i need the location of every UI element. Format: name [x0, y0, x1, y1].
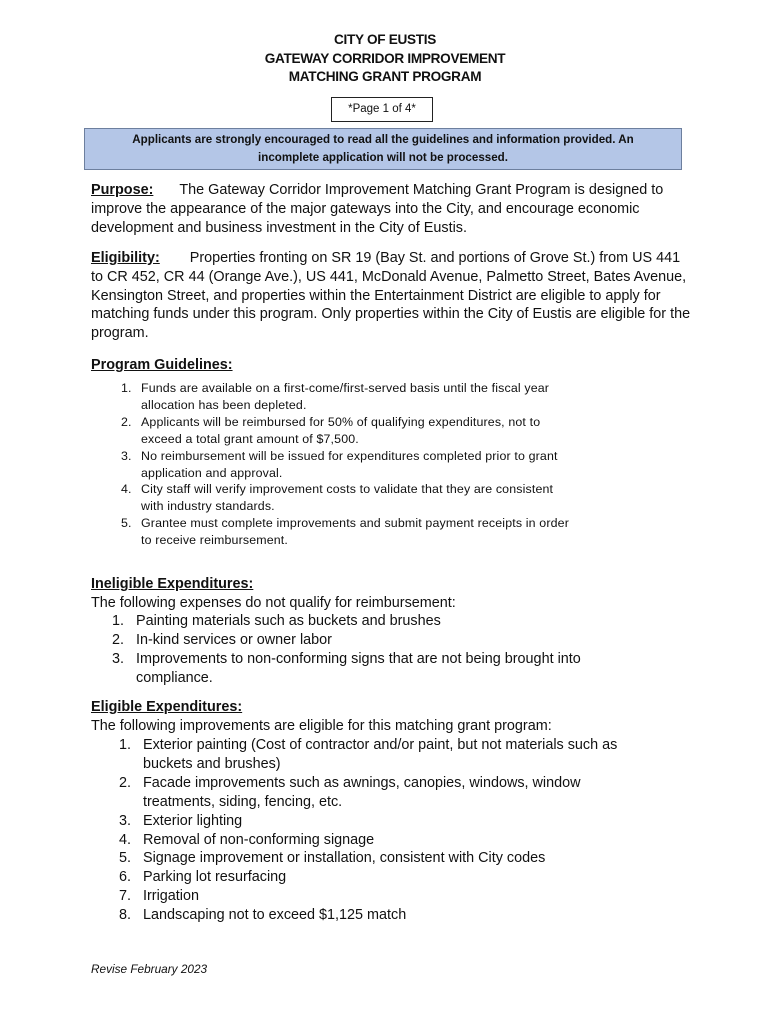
item-text: Exterior lighting [143, 812, 243, 829]
item-text: Applicants will be reimbursed for 50% of qualifying expenditures, not to [141, 414, 541, 429]
ineligible-intro: The following expenses do not qualify for reimbursement: [91, 595, 456, 611]
item-number: 2. [112, 632, 125, 648]
item-text: Painting materials such as buckets and brushes [136, 613, 441, 629]
list-item [118, 481, 638, 515]
item-text: In-kind services or owner labor [136, 632, 332, 648]
item-number: 4. [121, 482, 132, 497]
eligibility-text: Properties fronting on SR 19 (Bay St. and portions of Grove St.) from US 441 to CR 452, CR 44 (Orange Ave.), US 441, McDonald Avenue, Palmetto Street, Bates Avenue, Kensington Street, and properties within the Entertainment District are eligible to apply for matching funds under this program. Only properties within the City of Eustis are eligible for the program. [91, 250, 691, 342]
item-text: Facade improvements such as awnings, canopies, windows, window [143, 774, 581, 791]
document-header [0, 31, 770, 87]
list-item [112, 631, 652, 650]
item-number: 1. [121, 381, 132, 395]
eligible-list [119, 736, 659, 925]
item-text: No reimbursement will be issued for expenditures completed prior to grant [141, 448, 558, 463]
item-number: 3. [121, 448, 132, 463]
item-text: Irrigation [143, 888, 199, 905]
item-number: 4. [119, 831, 132, 848]
item-text: Grantee must complete improvements and submit payment receipts in order [141, 516, 569, 531]
purpose-label: Purpose: [91, 182, 154, 198]
item-text-continued: allocation has been depleted. [141, 397, 307, 412]
header-program-line1: GATEWAY CORRIDOR IMPROVEMENT [264, 50, 506, 66]
purpose-text: The Gateway Corridor Improvement Matching Grant Program is designed to improve the appearance of the major gateways into the City, and encourage economic development and business investment in the City of Eustis. [91, 182, 664, 236]
list-item [112, 650, 652, 688]
list-item [119, 812, 659, 831]
item-text: Funds are available on a first-come/first-served basis until the fiscal year [141, 381, 550, 395]
purpose-section [91, 181, 691, 237]
notice-banner [84, 128, 682, 170]
item-text: Parking lot resurfacing [143, 869, 287, 886]
list-item [119, 906, 659, 925]
list-item [119, 887, 659, 906]
item-text: Removal of non-conforming signage [143, 831, 375, 848]
guidelines-title: Program Guidelines: [91, 357, 233, 373]
notice-line-1: Applicants are strongly encouraged to read all the guidelines and information provided. An [132, 133, 634, 146]
revision-footer: Revise February 2023 [91, 962, 208, 976]
list-item [119, 774, 659, 812]
item-number: 5. [119, 850, 132, 867]
list-item [119, 736, 659, 774]
list-item [118, 380, 638, 414]
item-number: 2. [121, 414, 132, 429]
item-number: 3. [112, 651, 125, 667]
item-number: 6. [119, 869, 132, 886]
list-item [118, 414, 638, 448]
eligible-title: Eligible Expenditures: [91, 699, 243, 715]
item-text: Improvements to non-conforming signs that are not being brought into [136, 651, 581, 667]
eligibility-section [91, 249, 691, 343]
list-item [119, 849, 659, 868]
header-city: CITY OF EUSTIS [333, 32, 437, 47]
item-number: 2. [119, 774, 132, 791]
item-number: 7. [119, 888, 132, 905]
list-item [118, 448, 638, 482]
item-number: 1. [112, 613, 125, 629]
item-text: Landscaping not to exceed $1,125 match [143, 907, 407, 924]
ineligible-list [112, 612, 652, 688]
guidelines-list [118, 380, 638, 549]
eligibility-label: Eligibility: [91, 250, 160, 266]
item-text: Signage improvement or installation, consistent with City codes [143, 850, 546, 867]
item-number: 3. [119, 812, 132, 829]
item-text-continued: application and approval. [141, 465, 283, 480]
item-text-continued: treatments, siding, fencing, etc. [143, 793, 343, 810]
item-number: 5. [121, 516, 132, 531]
list-item [119, 868, 659, 887]
page-indicator: *Page 1 of 4* [331, 97, 433, 122]
item-text-continued: compliance. [136, 670, 213, 686]
ineligible-title: Ineligible Expenditures: [91, 576, 254, 592]
notice-line-2: incomplete application will not be processed. [258, 151, 508, 164]
item-text-continued: to receive reimbursement. [141, 533, 288, 548]
item-text-continued: exceed a total grant amount of $7,500. [141, 431, 359, 446]
item-number: 8. [119, 907, 132, 924]
item-text-continued: buckets and brushes) [143, 755, 281, 772]
eligible-intro: The following improvements are eligible for this matching grant program: [91, 718, 552, 734]
list-item [112, 612, 652, 631]
item-number: 1. [119, 737, 132, 753]
item-text-continued: with industry standards. [141, 499, 275, 514]
header-program-line2: MATCHING GRANT PROGRAM [288, 69, 482, 84]
item-text: Exterior painting (Cost of contractor and/or paint, but not materials such as [143, 737, 618, 753]
list-item [118, 515, 638, 549]
item-text: City staff will verify improvement costs to validate that they are consistent [141, 482, 554, 497]
list-item [119, 831, 659, 850]
